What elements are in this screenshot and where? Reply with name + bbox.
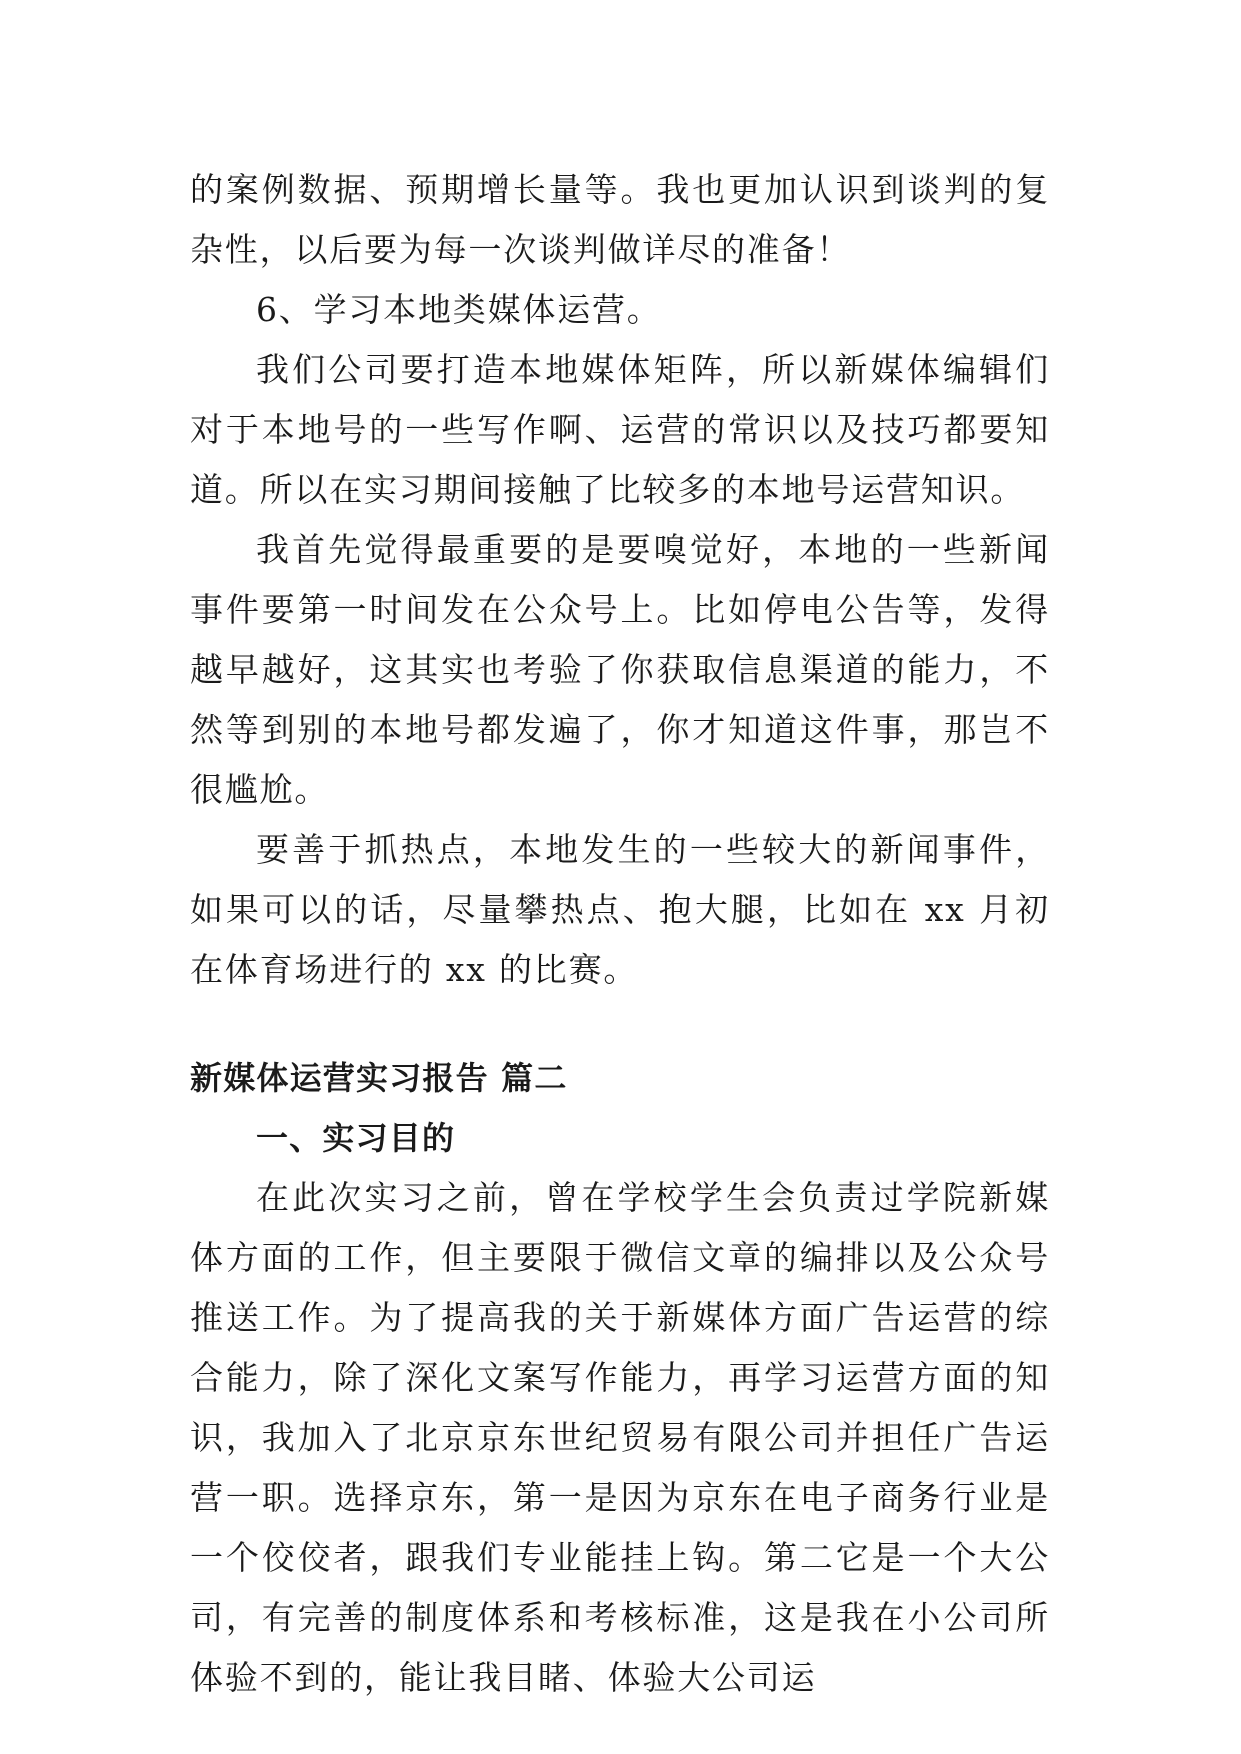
paragraph-negotiation-continued: 的案例数据、预期增长量等。我也更加认识到谈判的复杂性，以后要为每一次谈判做详尽的准备！ [190, 170, 1050, 269]
subheading-internship-purpose: 一、实习目的 [256, 1119, 456, 1157]
paragraph-news-sense: 我首先觉得最重要的是要嗅觉好，本地的一些新闻事件要第一时间发在公众号上。比如停电公告等，发得越早越好，这其实也考验了你获取信息渠道的能力，不然等到别的本地号都发遍了，你才知道这件事，那岂不很尴尬。 [190, 530, 1050, 809]
section-title: 新媒体运营实习报告 篇二 [190, 1059, 568, 1097]
paragraph-media-matrix: 我们公司要打造本地媒体矩阵，所以新媒体编辑们对于本地号的一些写作啊、运营的常识以及技巧都要知道。所以在实习期间接触了比较多的本地号运营知识。 [190, 350, 1050, 509]
paragraph-hot-topics: 要善于抓热点，本地发生的一些较大的新闻事件，如果可以的话，尽量攀热点、抱大腿，比如在 xx 月初在体育场进行的 xx 的比赛。 [190, 830, 1050, 989]
paragraph-internship-purpose: 在此次实习之前，曾在学校学生会负责过学院新媒体方面的工作，但主要限于微信文章的编排以及公众号推送工作。为了提高我的关于新媒体方面广告运营的综合能力，除了深化文案写作能力，再学习运营方面的知识，我加入了北京京东世纪贸易有限公司并担任广告运营一职。选择京东，第一是因为京东在电子商务行业是一个佼佼者，跟我们专业能挂上钩。第二它是一个大公司，有完善的制度体系和考核标准，这是我在小公司所体验不到的，能让我目睹、体验大公司运 [190, 1178, 1050, 1697]
document-body [190, 160, 1050, 1708]
list-item-local-media: 6、学习本地类媒体运营。 [256, 290, 662, 329]
